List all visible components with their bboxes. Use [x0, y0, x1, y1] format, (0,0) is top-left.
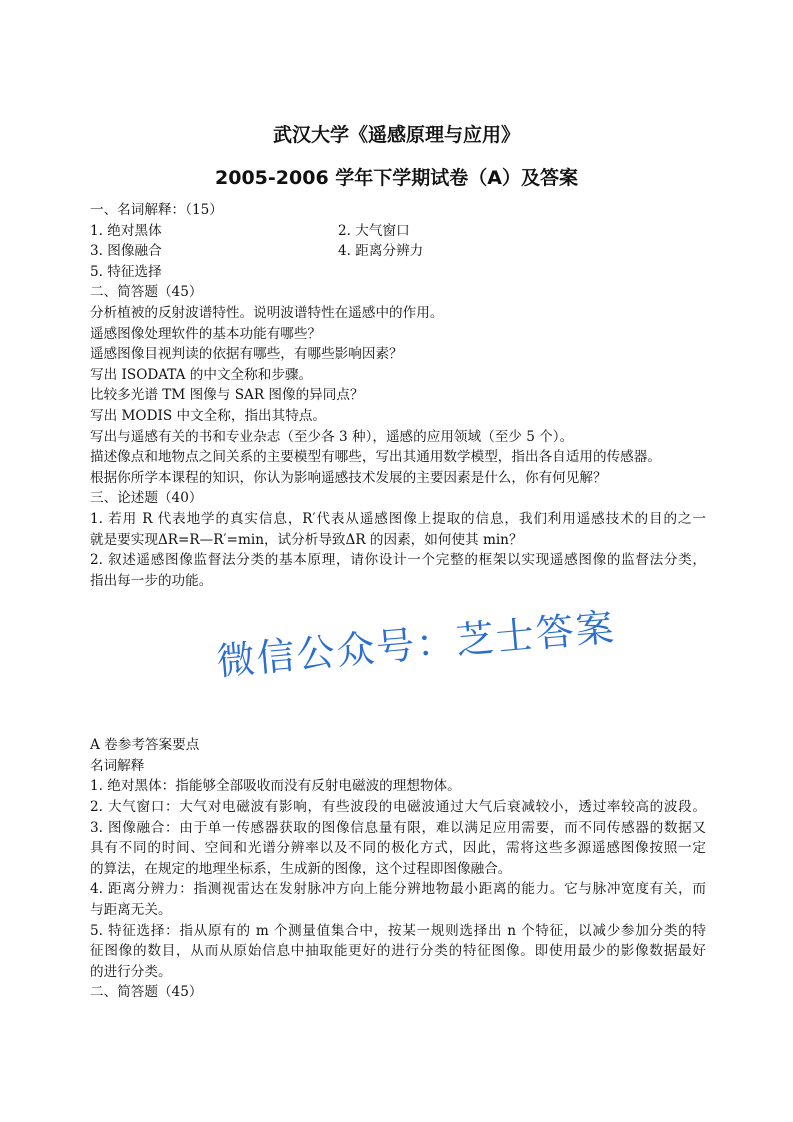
answer-line: 3. 图像融合：由于单一传感器获取的图像信息量有限，难以满足应用需要，而不同传感器的数据又	[90, 819, 706, 836]
essay-question-line: 指出每一步的功能。	[90, 572, 213, 589]
essay-question-line: 2. 叙述遥感图像监督法分类的基本原理，请你设计一个完整的框架以实现遥感图像的监督法分类，	[90, 552, 706, 569]
term-item: 3. 图像融合	[90, 243, 162, 260]
answer-line: 4. 距离分辨力：指测视雷达在发射脉冲方向上能分辨地物最小距离的能力。它与脉冲宽度有关，而	[90, 881, 706, 898]
answer-line: 的算法，在规定的地理坐标系，生成新的图像，这个过程即图像融合。	[90, 860, 512, 877]
answer-line: 具有不同的时间、空间和光谱分辨率以及不同的极化方式，因此，需将这些多源遥感图像按照一定	[90, 840, 706, 857]
answer-line: 的进行分类。	[90, 963, 172, 980]
question: 遥感图像处理软件的基本功能有哪些？	[90, 325, 322, 342]
document-subtitle: 2005-2006 学年下学期试卷（A）及答案	[215, 167, 578, 189]
essay-question-line: 就是要实现ΔR=R—R′=min，试分析导致ΔR 的因素，如何使其 min？	[90, 531, 523, 548]
question: 分析植被的反射波谱特性。说明波谱特性在遥感中的作用。	[90, 304, 444, 321]
term-item: 1. 绝对黑体	[90, 222, 162, 239]
question: 写出 MODIS 中文全称，指出其特点。	[90, 407, 327, 424]
document-body	[90, 200, 706, 1003]
section-heading: 一、名词解释：（15）	[90, 202, 223, 218]
question: 根据你所学本课程的知识，你认为影响遥感技术发展的主要因素是什么，你有何见解？	[90, 469, 607, 486]
answer-line: 1. 绝对黑体：指能够全部吸收而没有反射电磁波的理想物体。	[90, 778, 461, 795]
answers-subheading: 二、简答题（45）	[90, 984, 203, 1001]
question: 比较多光谱 TM 图像与 SAR 图像的异同点？	[90, 387, 364, 404]
term-item: 4. 距离分辨力	[338, 243, 424, 260]
question: 写出与遥感有关的书和专业杂志（至少各 3 种），遥感的应用领域（至少 5 个）。	[90, 428, 574, 445]
watermark: 微信公众号：芝士答案	[215, 605, 618, 684]
question: 写出 ISODATA 的中文全称和步骤。	[90, 366, 313, 383]
essay-question-line: 1. 若用 R 代表地学的真实信息，R′代表从遥感图像上提取的信息，我们利用遥感技术的目的之一	[90, 510, 706, 527]
term-item: 5. 特征选择	[90, 263, 162, 280]
section-heading: 三、论述题（40）	[90, 490, 203, 507]
question: 描述像点和地物点之间关系的主要模型有哪些，写出其通用数学模型，指出各自适用的传感器。	[90, 449, 661, 466]
answer-line: 5. 特征选择：指从原有的 m 个测量值集合中，按某一规则选择出 n 个特征，以减少参加分类的特	[90, 922, 706, 939]
answers-subheading: 名词解释	[90, 757, 145, 774]
answers-heading: A 卷参考答案要点	[90, 737, 200, 754]
answer-line: 征图像的数目，从而从原始信息中抽取能更好的进行分类的特征图像。即使用最少的影像数据最好	[90, 943, 706, 960]
question: 遥感图像目视判读的依据有哪些，有哪些影响因素？	[90, 346, 403, 363]
section-heading: 二、简答题（45）	[90, 284, 203, 301]
answer-line: 与距离无关。	[90, 902, 172, 919]
term-item: 2. 大气窗口	[338, 222, 410, 239]
answer-line: 2. 大气窗口：大气对电磁波有影响，有些波段的电磁波通过大气后衰减较小，透过率较高的波段。	[90, 799, 706, 816]
document-title: 武汉大学《遥感原理与应用》	[272, 124, 520, 146]
